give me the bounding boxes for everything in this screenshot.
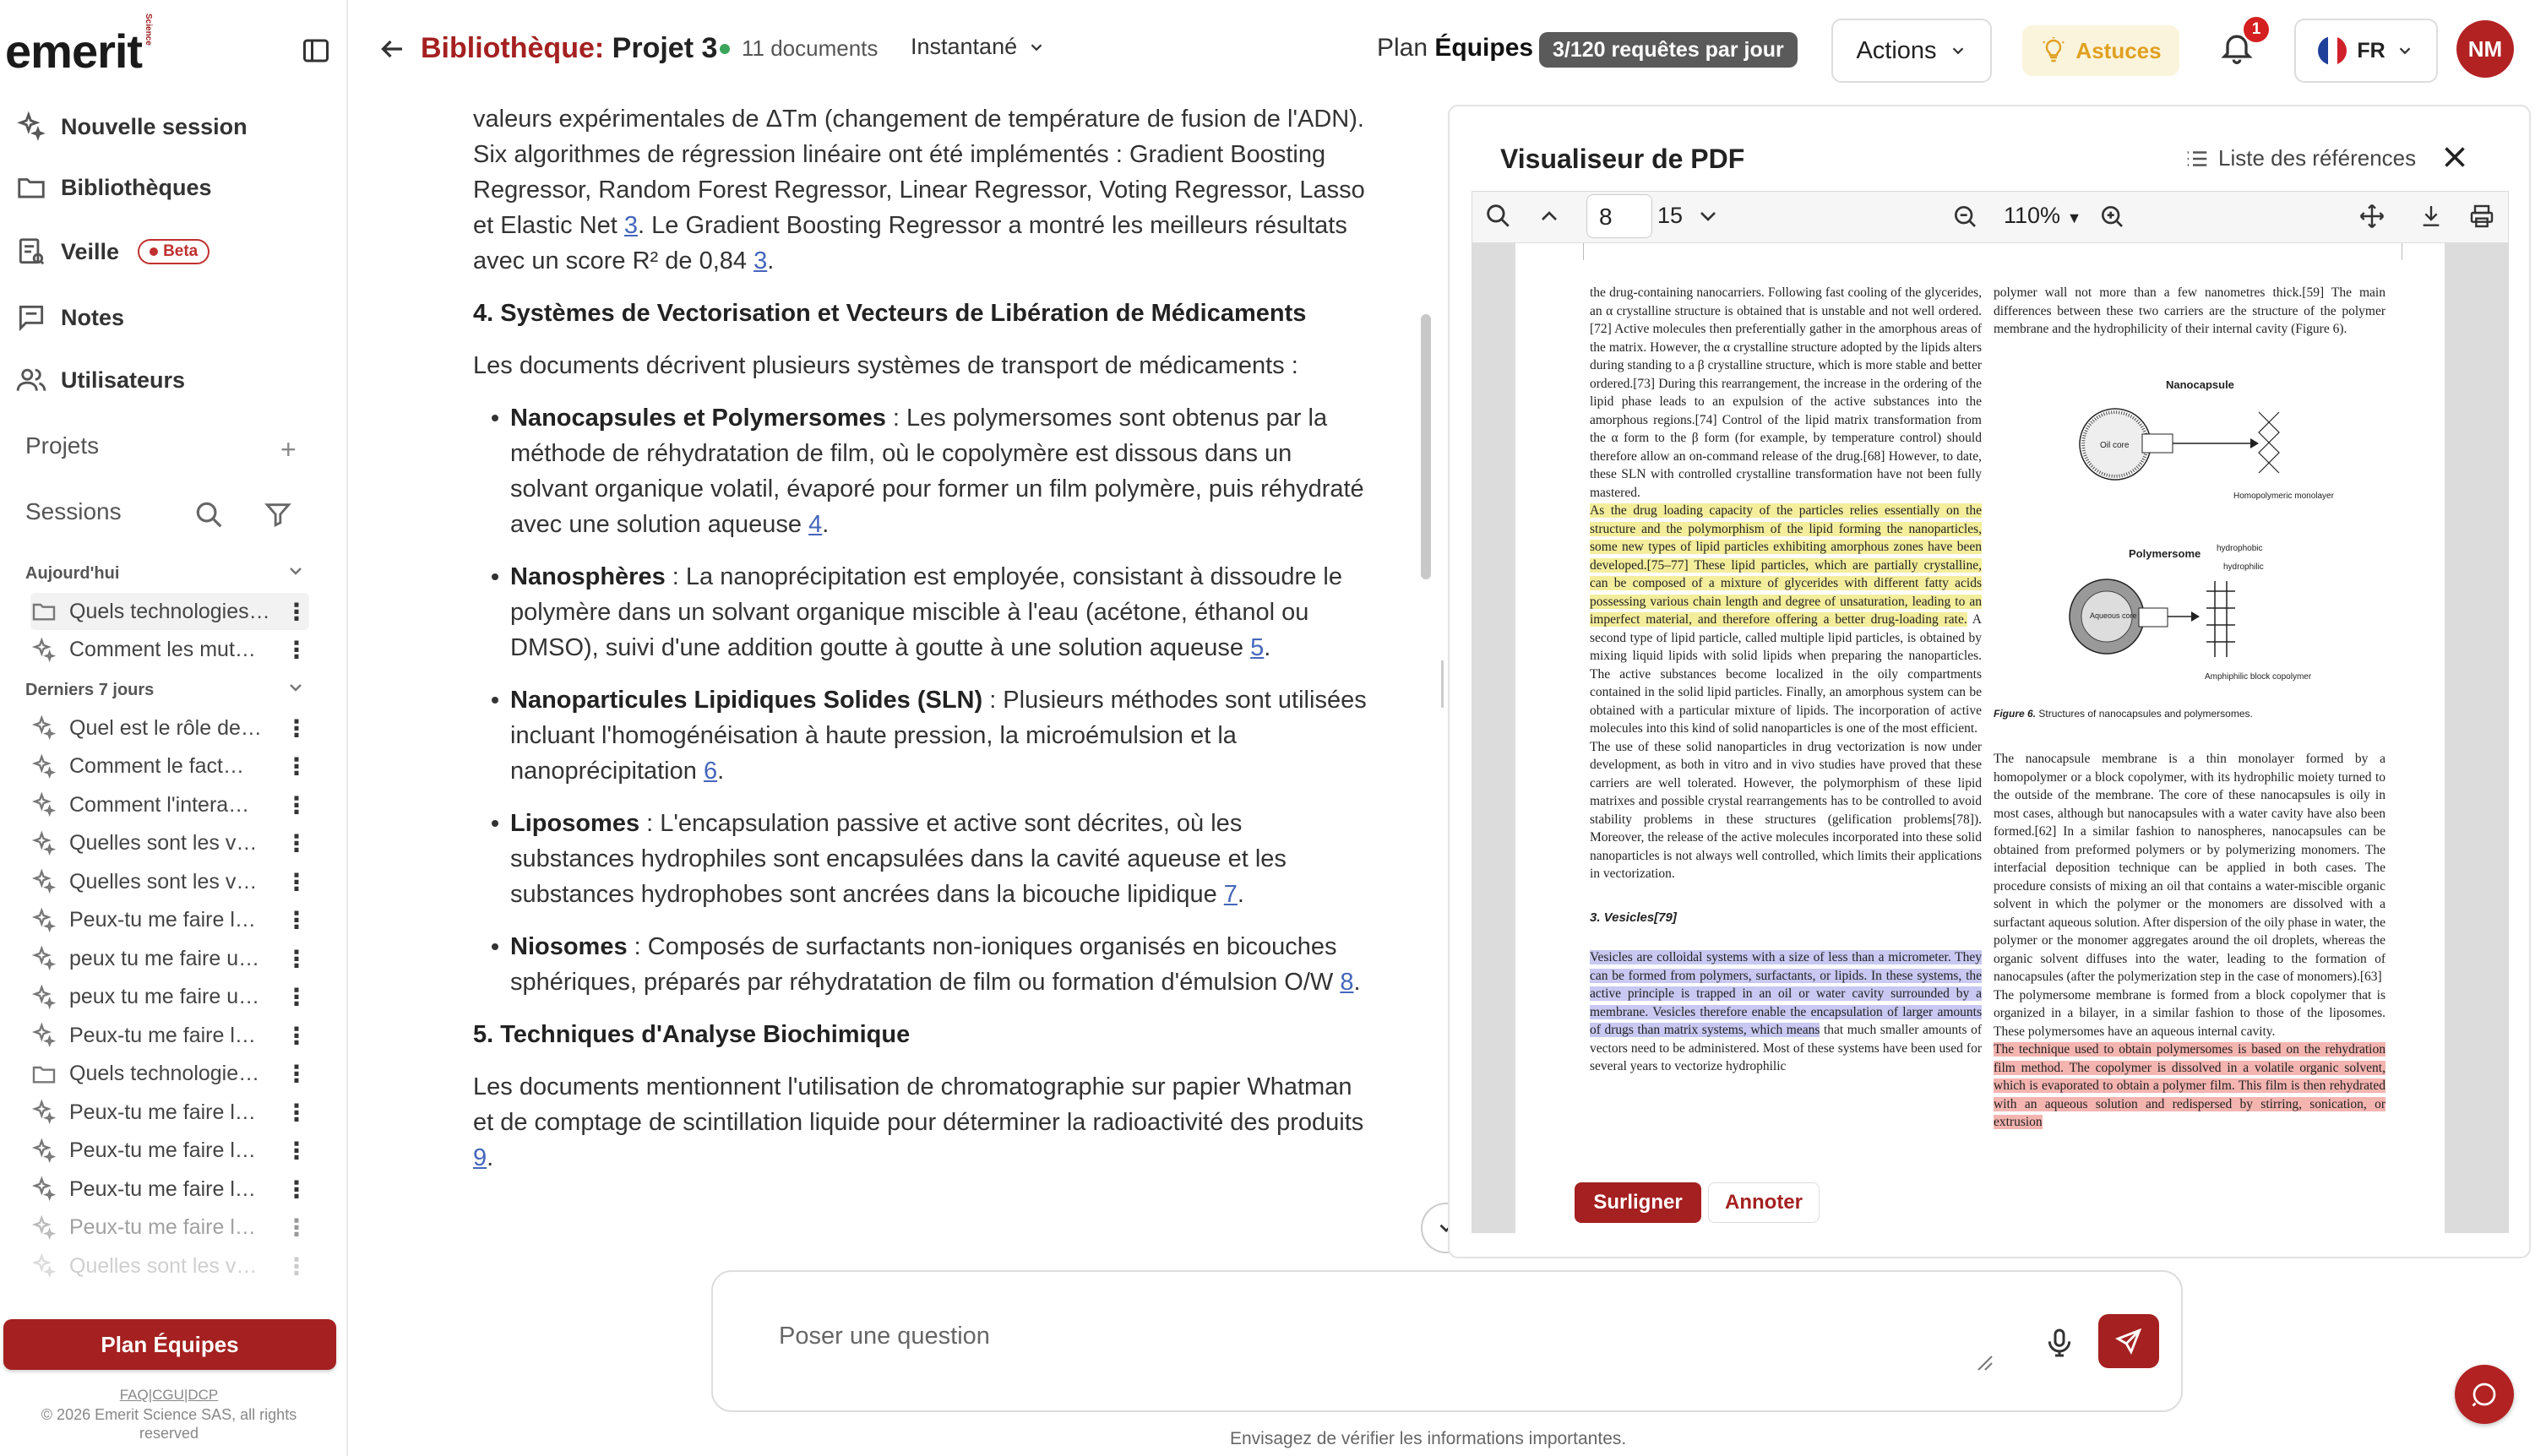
session-title: Comment le fact… <box>69 754 245 778</box>
session-item[interactable] <box>30 1247 309 1285</box>
bullet-item: Nanosphères : La nanoprécipitation est employée, consistant à dissoudre le polymère dans un solvant organique miscible à l'eau (acétone, éthanol ou DMSO), suivi d'une addition goutte à goutte à une solution aqueuse 5. <box>492 559 1368 666</box>
sidebar-toggle-icon[interactable] <box>301 35 331 66</box>
more-options-icon[interactable]: ⋮ <box>285 1176 308 1203</box>
more-options-icon[interactable]: ⋮ <box>285 1138 308 1164</box>
users-icon <box>15 364 47 396</box>
sparkle-icon <box>30 1214 57 1241</box>
highlight-button[interactable]: Surligner <box>1575 1182 1701 1223</box>
session-item[interactable] <box>30 1056 309 1093</box>
session-title: peux tu me faire u… <box>69 946 260 970</box>
back-arrow-icon[interactable] <box>377 34 407 64</box>
fig-label-polymersome: Polymersome <box>2129 547 2201 560</box>
sparkle-icon <box>30 830 57 857</box>
notification-badge: 1 <box>2244 17 2269 42</box>
plan-label: Plan Équipes <box>1377 34 1534 62</box>
section-heading: 4. Systèmes de Vectorisation et Vecteurs de Libération de Médicaments <box>473 300 1307 327</box>
lightbulb-icon <box>2040 37 2067 64</box>
sparkle-icon <box>30 907 57 934</box>
sidebar <box>0 0 348 1456</box>
fig-label-hydrophilic: hydrophilic <box>2223 562 2264 572</box>
annotate-button[interactable]: Annoter <box>1708 1182 1820 1223</box>
fig-label-nanocapsule: Nanocapsule <box>2166 378 2234 391</box>
nav-watch[interactable] <box>15 230 209 274</box>
tips-button[interactable]: Astuces <box>2022 25 2179 76</box>
reference-link[interactable]: 3 <box>753 247 768 274</box>
watch-icon <box>15 236 47 268</box>
references-list-button[interactable]: Liste des références <box>2184 145 2416 171</box>
session-item[interactable] <box>30 902 309 939</box>
session-item[interactable] <box>30 1209 309 1247</box>
more-options-icon[interactable]: ⋮ <box>285 830 308 856</box>
footer-links[interactable]: FAQ|CGU|DCP <box>119 1387 219 1403</box>
more-options-icon[interactable]: ⋮ <box>285 1022 308 1049</box>
session-item[interactable] <box>30 1017 309 1054</box>
session-title: Quelles sont les v… <box>69 1253 258 1278</box>
session-title: Peux-tu me faire l… <box>69 1215 256 1239</box>
session-title: Quels technologies… <box>69 599 270 623</box>
footer-copyright: © 2026 Emerit Science SAS, all rights reserved <box>41 1406 297 1442</box>
add-project-icon[interactable]: + <box>280 434 296 465</box>
blue-highlight[interactable]: Vesicles are colloidal systems with a size of less than a micrometer. They can be formed from polymers, surfactants, or lipids. In these systems, the active principle is trapped in an oil or water cavity surrounded by a membrane. Vesicles therefore enable the encapsulation of larger amounts of drugs than matrix systems, which means <box>1590 950 1982 1037</box>
session-title: Peux-tu me faire l… <box>69 1023 256 1047</box>
more-options-icon[interactable]: ⋮ <box>285 1252 308 1279</box>
nav-new-session[interactable] <box>15 105 248 149</box>
pdf-section-heading: 3. Vesicles[79] <box>1590 910 1677 925</box>
send-button[interactable] <box>2098 1314 2159 1368</box>
yellow-highlight[interactable]: As the drug loading capacity of the particles relies essentially on the structure and the polymorphism of the lipid forming the nanoparticles, some new types of lipid particles exhibiting amorphous zones have been developed.[75–77] These lipid particles, which are partially crystalline, can be composed of a mixture of glycerides with different fatty acids possessing various chain length and degree of unsaturation, leading to an imperfect material, and therefore offering a better drug-loading rate. <box>1590 503 1982 627</box>
answer-content <box>473 101 1368 1267</box>
more-options-icon[interactable]: ⋮ <box>285 637 308 663</box>
figure-caption: Figure 6. Structures of nanocapsules and polymersomes. <box>1994 708 2253 720</box>
pdf-right-column-body: The nanocapsule membrane is a thin monolayer formed by a homopolymer or a block copolymer, with its hydrophilic moiety turned to the outside of the membrane. The core of these nanocapsules is oily in most cases, although but nanocapsules with a water cavity have also been formed.[62] In a similar fashion to nanospheres, nanocapsules can be obtained from preformed polymers or by polymerizing monomers. The interfacial deposition technique can be applied in both cases. The procedure consists of mixing an oil that contains a water-miscible organic solvent in which the polymer or the monomers are dissolved with a surfactant aqueous solution. After dispersion of the oily phase in water, the polymer or the monomer aggregates around the oil droplets, whereas the organic solvent diffuses into the water, leading to the formation of nanocapsules (after the polymerization step in the case of monomers).[63] The polymersome membrane is formed from a block copolymer that is organized in a bilayer, in a similar fashion to those of the liposomes. These polymersomes have an aqueous internal cavity. The technique used to obtain polymersomes is based on the rehydration film method. The copolymer is dissolved in a volatile organic solvent, which is evaporated to obtain a polymer film. This film is then rehydrated with an aqueous solution and redispersed by stirring, sonication, or extrusion <box>1994 752 2386 1129</box>
fig-label-oil-core: Oil core <box>2100 441 2130 450</box>
nav-notes[interactable] <box>15 296 124 340</box>
bullet-item: Liposomes : L'encapsulation passive et active sont décrites, où les substances hydrophiles sont encapsulées dans la cavité aqueuse et les substances hydrophobes sont ancrées dans la bicouche lipidique 7. <box>492 806 1368 912</box>
session-item[interactable] <box>30 863 309 900</box>
chevron-down-icon <box>1027 38 1046 57</box>
chevron-down-icon <box>1949 41 1967 60</box>
avatar[interactable]: NM <box>2456 20 2514 78</box>
question-input[interactable] <box>711 1270 2183 1412</box>
reference-link[interactable]: 8 <box>1340 969 1354 996</box>
support-chat-button[interactable] <box>2455 1365 2514 1424</box>
bullet-item: Nanoparticules Lipidiques Solides (SLN) : Plusieurs méthodes sont utilisées incluant l'homogénéisation à haute pression, la microémulsion et la nanoprécipitation 6. <box>492 682 1368 789</box>
page-number-input[interactable]: 8 <box>1586 194 1652 238</box>
session-title: peux tu me faire u… <box>69 985 260 1008</box>
actions-dropdown[interactable]: Actions <box>1831 19 1992 83</box>
sparkle-icon <box>30 945 57 972</box>
sparkle-icon <box>30 753 57 780</box>
fig-label-aqueous-core: Aqueous core <box>2090 611 2137 620</box>
session-title: Peux-tu me faire l… <box>69 1176 256 1201</box>
nav-label: Utilisateurs <box>61 367 186 393</box>
sparkle-icon <box>30 984 57 1011</box>
paragraph: Les documents décrivent plusieurs systèmes de transport de médicaments : <box>473 352 1298 379</box>
brand-logo[interactable]: emerit Science <box>5 14 154 78</box>
group-last7: Derniers 7 jours <box>25 681 155 699</box>
list-icon <box>2184 146 2210 171</box>
bullet-item: Nanocapsules et Polymersomes : Les polymersomes sont obtenus par la méthode de réhydratation de film, où le copolymère est dissous dans un solvant organique volatil, évaporé pour former un film polymère, puis réhydraté avec une solution aqueuse 4. <box>492 400 1368 542</box>
sparkle-icon <box>30 1099 57 1126</box>
search-icon[interactable] <box>193 498 225 530</box>
sparkle-icon <box>30 1138 57 1165</box>
folder-icon <box>15 171 47 204</box>
doc-count: 11 documents <box>720 35 878 62</box>
section-heading: 5. Techniques d'Analyse Biochimique <box>473 1021 911 1048</box>
session-item[interactable] <box>30 748 309 785</box>
chevron-up-icon[interactable] <box>1536 203 1563 230</box>
question-placeholder: Poser une question <box>779 1323 990 1350</box>
chevron-down-icon[interactable] <box>286 677 306 698</box>
session-item[interactable] <box>30 593 309 630</box>
nav-label: Bibliothèques <box>61 174 212 200</box>
pdf-left-column: the drug-containing nanocarriers. Following fast cooling of the glycerides, an α crystalline structure is obtained that is unstable and not well ordered.[72] Active molecules then preferentially gather in the amorphous areas of the matrix. However, the α crystalline structure adopted by the lipids alters during standing to a β crystalline structure, which is more stable and better ordered.[73] During this rearrangement, the increase in the ordering of the lipid phase leads to an expulsion of the active substances into the amorphous regions.[74] Control of the lipid matrix transformation from the α form to the β form (for example, by temperature control) should therefore allow an on-command release of the drug.[68] However, to date, these SLN with controlled crystalline transformation have not been fully mastered. As the drug loading capacity of the particles relies essentially on the structure and the polymorphism of the lipid forming the nanoparticles, some new types of lipid particles exhibiting amorphous zones have been developed.[75–77] These lipid particles, which are partially crystalline, can be composed of a mixture of glycerides with different fatty acids possessing various chain length and degree of unsaturation, leading to an imperfect material, and therefore offering a better drug-loading rate. A second type of lipid particle, called multiple lipid particles, is obtained by mixing liquid lipids with solid lipids when preparing the nanoparticles. The active substances become localized in the oily compartments contained in the solid lipid particles. Finally, an amorphous system can be obtained with a particular mixture of lipids. The incorporation of active molecules into this kind of solid nanoparticles is one of the most efficient. The use of these solid nanoparticles in drug vectorization is now under development, as both in vitro and in vivo studies have proved that these carriers are well tolerated. However, the polymorphism of these lipid matrixes and possible crystal rearrangements has to be controlled to avoid stability problems in these structures (gelification problems[78]). Moreover, the release of the active molecules incorporated into these solid nanoparticles is not always well controlled, which limits their applications in vectorization. 3. Vesicles[79] Vesicles are colloidal systems with a size of less than a micrometer. They can be formed from polymers, surfactants, or lipids. In these systems, the active principle is trapped in an oil or water cavity surrounded by a membrane. Vesicles therefore enable the encapsulation of larger amounts of drugs than matrix systems, which means that much smaller amounts of vectors need to be administered. Most of these systems have been used for several years to vectorize hydrophilic <box>1590 285 1982 1073</box>
more-options-icon[interactable]: ⋮ <box>285 1214 308 1241</box>
session-title: Quel est le rôle de… <box>69 715 262 740</box>
microphone-icon[interactable] <box>2043 1326 2076 1360</box>
projects-heading: Projets <box>25 432 100 459</box>
more-options-icon[interactable]: ⋮ <box>285 945 308 972</box>
more-options-icon[interactable]: ⋮ <box>285 791 308 818</box>
move-icon[interactable] <box>2358 203 2386 230</box>
nav-label: Nouvelle session <box>61 113 248 139</box>
session-title: Quelles sont les v… <box>69 869 258 894</box>
fig-label-hydrophobic: hydrophobic <box>2217 544 2263 553</box>
more-options-icon[interactable]: ⋮ <box>285 1099 308 1126</box>
sparkle-icon <box>30 714 57 742</box>
pdf-document-area[interactable] <box>1472 243 2509 1233</box>
reference-link[interactable]: 4 <box>808 511 823 538</box>
red-highlight[interactable]: The technique used to obtain polymersomes is based on the rehydration film method. The copolymer is dissolved in a volatile organic solvent, which is evaporated to obtain a polymer film. This film is then rehydrated with an aqueous solution and redispersed by stirring, sonication, or extrusion <box>1994 1042 2386 1129</box>
close-icon[interactable] <box>2440 142 2470 172</box>
pdf-search-icon[interactable] <box>1483 201 1512 230</box>
session-item[interactable] <box>30 979 309 1016</box>
sparkle-icon <box>15 111 47 143</box>
resize-grip-icon[interactable] <box>1975 1353 1994 1372</box>
reference-link[interactable]: 6 <box>703 758 718 785</box>
beta-badge: Beta <box>138 239 209 264</box>
session-item[interactable] <box>30 709 309 747</box>
more-options-icon[interactable]: ⋮ <box>285 984 308 1010</box>
snapshot-dropdown[interactable]: Instantané <box>911 34 1046 60</box>
more-options-icon[interactable]: ⋮ <box>285 598 308 625</box>
sessions-heading: Sessions <box>25 498 122 524</box>
paragraph: valeurs expérimentales de ΔTm (changement de température de fusion de l'ADN). Six algorithmes de régression linéaire ont été implémentés : Gradient Boosting Regressor, Random Forest Regressor, Linear Regressor, Voting Regressor, Lasso et Elastic Net 3. Le Gradient Boosting Regressor a montré les meilleurs résultats avec un score R² de 0,84 3. <box>473 106 1365 274</box>
content-scrollbar[interactable] <box>1421 314 1431 579</box>
reference-link[interactable]: 3 <box>623 212 639 239</box>
plan-teams-button[interactable]: Plan Équipes <box>3 1319 336 1370</box>
quota-badge: 3/120 requêtes par jour <box>1539 32 1798 68</box>
session-title: Comment les mut… <box>69 638 256 661</box>
folder-icon <box>30 598 57 625</box>
chevron-down-icon[interactable] <box>1695 203 1722 230</box>
more-options-icon[interactable]: ⋮ <box>285 907 308 933</box>
folder-icon <box>30 1061 57 1088</box>
bullet-item: Niosomes : Composés de surfactants non-ioniques organisés en bicouches sphériques, préparés par réhydratation de film ou formation d'émulsion O/W 8. <box>492 929 1368 1000</box>
page-title: Bibliothèque: Projet 3 <box>421 32 718 64</box>
verification-notice: Envisagez de vérifier les informations importantes. <box>1230 1429 1627 1448</box>
session-title: Peux-tu me faire l… <box>69 908 256 932</box>
zoom-in-icon[interactable] <box>2098 203 2125 230</box>
status-dot <box>720 44 730 54</box>
more-options-icon[interactable]: ⋮ <box>285 753 308 780</box>
sparkle-icon <box>30 791 57 818</box>
filter-icon[interactable] <box>264 500 292 529</box>
chevron-down-icon <box>2396 41 2414 60</box>
print-icon[interactable] <box>2468 203 2495 230</box>
zoom-level[interactable]: 110% ▼ <box>2004 203 2082 228</box>
fig-label-amphiphilic: Amphiphilic block copolymer <box>2205 672 2312 682</box>
page-margin-mark <box>1583 243 1591 260</box>
session-item[interactable] <box>30 1133 309 1170</box>
session-item[interactable] <box>30 1171 309 1208</box>
language-selector[interactable]: FR <box>2294 19 2438 83</box>
paragraph: Les documents mentionnent l'utilisation de chromatographie sur papier Whatman et de comptage de scintillation liquide pour déterminer la radioactivité des produits 9. <box>473 1073 1364 1171</box>
send-icon <box>2114 1327 2143 1355</box>
pdf-right-column: polymer wall not more than a few nanometres thick.[59] The main differences between these two carriers are the structure of the polymer membrane and the hydrophilicity of their internal cavity (Figure 6). <box>1994 285 2386 336</box>
download-icon[interactable] <box>2418 203 2445 230</box>
session-item[interactable] <box>30 1094 309 1131</box>
session-item[interactable] <box>30 825 309 862</box>
pdf-page <box>1515 243 2445 1233</box>
page-margin-mark <box>2394 243 2402 260</box>
nav-label: Veille <box>61 238 120 264</box>
notes-icon <box>15 302 47 334</box>
reference-link[interactable]: 7 <box>1223 881 1238 908</box>
nav-libraries[interactable] <box>15 166 212 209</box>
reference-link[interactable]: 5 <box>1250 634 1265 661</box>
more-options-icon[interactable]: ⋮ <box>285 1061 308 1087</box>
sparkle-icon <box>30 1176 57 1203</box>
pdf-viewer-title: Visualiseur de PDF <box>1500 144 1745 174</box>
sparkle-icon <box>30 1022 57 1049</box>
session-item[interactable] <box>30 632 309 669</box>
session-title: Quels technologie… <box>69 1062 260 1085</box>
figure-6-diagram <box>2005 370 2377 691</box>
nav-label: Notes <box>61 304 125 330</box>
reference-link[interactable]: 9 <box>473 1144 487 1171</box>
zoom-out-icon[interactable] <box>1951 203 1978 230</box>
more-options-icon[interactable]: ⋮ <box>285 868 308 895</box>
nav-users[interactable] <box>15 358 185 402</box>
page-total: 15 <box>1657 203 1684 228</box>
support-icon <box>2469 1379 2500 1410</box>
sparkle-icon <box>30 868 57 895</box>
session-title: Peux-tu me faire l… <box>69 1138 256 1162</box>
fig-label-homopolymeric: Homopolymeric monolayer <box>2233 492 2334 501</box>
session-item[interactable] <box>30 786 309 823</box>
session-title: Comment l'intera… <box>69 792 250 817</box>
session-title: Quelles sont les v… <box>69 831 258 855</box>
group-today: Aujourd'hui <box>25 564 120 583</box>
france-flag-icon <box>2318 36 2347 65</box>
session-item[interactable] <box>30 940 309 977</box>
chevron-down-icon[interactable] <box>286 561 306 581</box>
session-title: Peux-tu me faire l… <box>69 1100 256 1124</box>
sparkle-icon <box>30 637 57 664</box>
resize-handle[interactable] <box>1441 660 1444 708</box>
more-options-icon[interactable]: ⋮ <box>285 714 308 742</box>
bullet-list <box>492 400 1368 1000</box>
sparkle-icon <box>30 1252 57 1279</box>
